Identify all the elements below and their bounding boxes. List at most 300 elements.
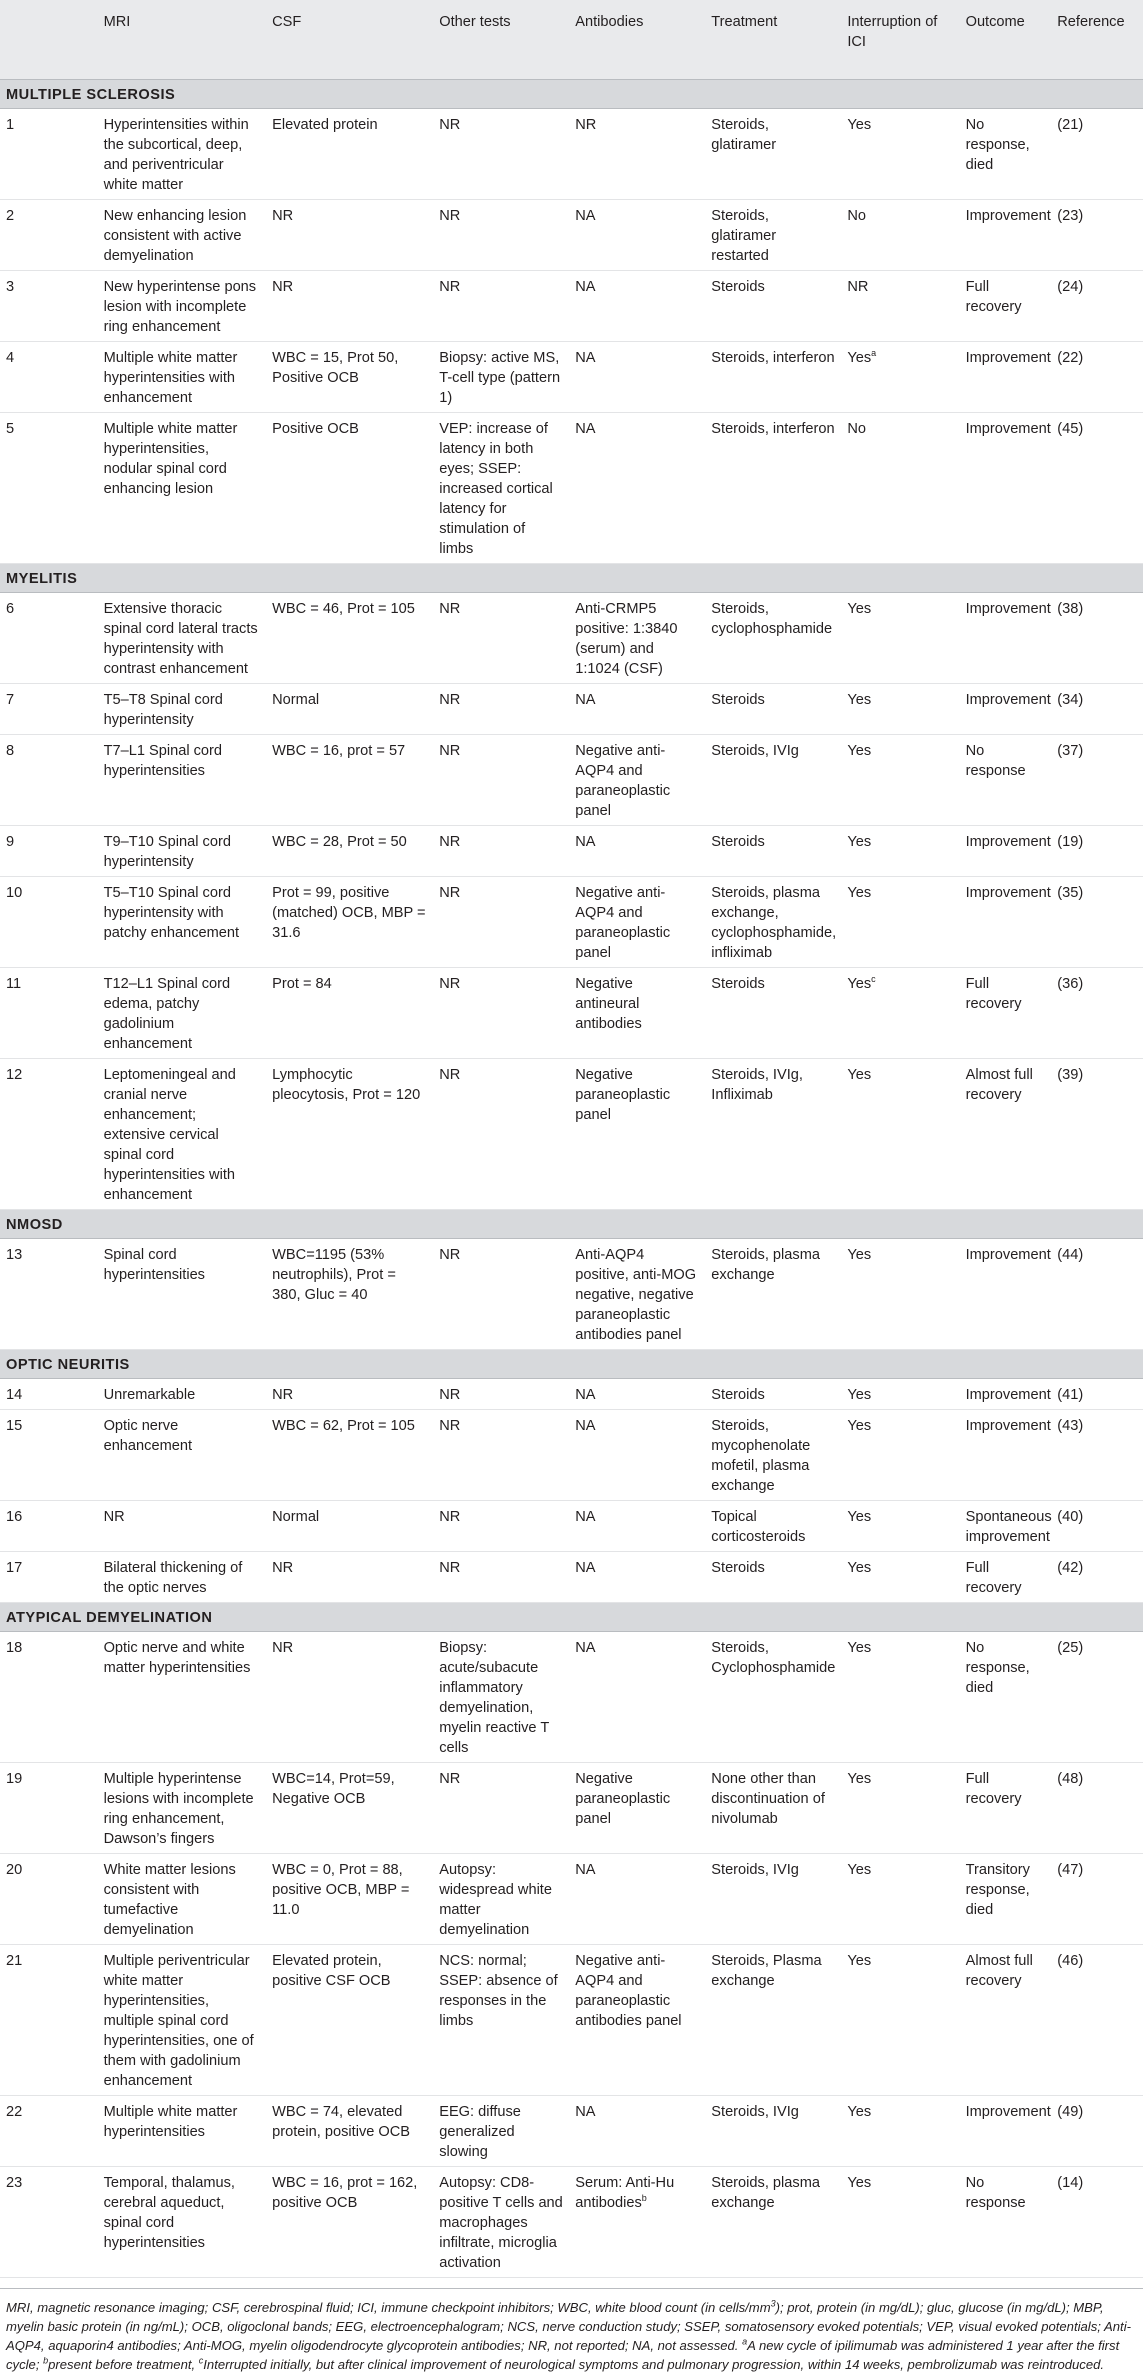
cell-other-tests [433,734,569,825]
cell-mri-text: Multiple hyperintense lesions with incomplete ring enhancement, Dawson’s fingers [103,1770,254,1847]
cell-antibodies-text: NA [575,1386,596,1403]
table-row [0,1853,1143,1944]
table-row [0,1631,1143,1762]
cell-mri [98,1058,267,1209]
cell-outcome [960,1853,1052,1944]
cell-other-tests-text: NR [439,1066,461,1083]
cell-interruption-text: No [847,207,866,224]
cell-interruption [841,1238,959,1349]
cell-csf [266,412,433,563]
cell-other-tests-text: NR [439,833,461,850]
cell-interruption [841,876,959,967]
cell-interruption [841,967,959,1058]
cell-interruption-text: Yes [847,884,872,901]
cell-other-tests [433,825,569,876]
cell-csf-text: WBC = 0, Prot = 88, positive OCB, MBP = 11.0 [272,1861,410,1918]
cell-id-text: 7 [6,691,15,708]
section-header-row [0,563,1143,592]
cell-antibodies [569,108,705,199]
cell-id-text: 12 [6,1066,23,1083]
cell-id-text: 1 [6,116,15,133]
cell-id [0,1500,98,1551]
cell-outcome-text: Full recovery [965,1559,1022,1596]
cell-reference-text: (48) [1057,1770,1084,1787]
cell-other-tests-text: Biopsy: active MS, T-cell type (pattern 1) [439,349,561,406]
cell-treatment-text: Steroids, Plasma exchange [711,1952,822,1989]
cell-reference [1051,108,1143,199]
cell-interruption [841,825,959,876]
cell-reference [1051,1409,1143,1500]
cell-interruption-text: Yes [847,2103,872,2120]
cell-other-tests [433,1551,569,1602]
cell-antibodies [569,2095,705,2166]
table-row [0,199,1143,270]
cell-outcome [960,1944,1052,2095]
cell-antibodies-text: Negative paraneoplastic panel [575,1066,671,1123]
cell-outcome-text: Spontaneous improvement [965,1508,1052,1545]
cell-csf-text: NR [272,1639,294,1656]
cell-outcome [960,1058,1052,1209]
cell-interruption-text: Yes [847,116,872,133]
cell-treatment-text: Steroids [711,1559,765,1576]
table-row [0,1500,1143,1551]
col-header-antibodies: Antibodies [575,14,644,30]
col-header-reference: Reference [1057,14,1125,30]
cell-mri [98,1378,267,1409]
cell-outcome-text: Improvement [965,1386,1051,1403]
cell-reference-text: (44) [1057,1246,1084,1263]
cell-outcome [960,876,1052,967]
cell-id [0,1409,98,1500]
cell-outcome [960,270,1052,341]
footnote-marker: a [871,347,877,358]
cell-mri [98,1944,267,2095]
section-header-row [0,79,1143,108]
cell-treatment [705,1762,841,1853]
cell-treatment-text: Steroids, IVIg, Infliximab [711,1066,803,1103]
cell-reference-text: (22) [1057,349,1084,366]
cell-mri-text: Leptomeningeal and cranial nerve enhancement; extensive cervical spinal cord hyperintensities with enhancement [103,1066,236,1203]
cell-treatment [705,683,841,734]
table-row [0,341,1143,412]
cell-reference [1051,592,1143,683]
cell-mri [98,967,267,1058]
cell-mri-text: T7–L1 Spinal cord hyperintensities [103,742,223,779]
cell-csf [266,592,433,683]
cell-mri [98,734,267,825]
cell-csf [266,108,433,199]
cell-interruption [841,1853,959,1944]
cell-reference [1051,734,1143,825]
cell-antibodies-text: NA [575,1861,596,1878]
col-header-mri: MRI [103,14,131,30]
cell-antibodies-text: Negative antineural antibodies [575,975,642,1032]
cell-mri [98,1762,267,1853]
table-row [0,734,1143,825]
cell-csf-text: WBC = 16, prot = 57 [272,742,406,759]
cell-csf [266,1631,433,1762]
cell-csf [266,199,433,270]
cell-antibodies-text: NA [575,691,596,708]
cell-mri [98,1853,267,1944]
cell-outcome [960,592,1052,683]
cell-csf-text: WBC = 62, Prot = 105 [272,1417,415,1434]
cell-treatment-text: Steroids [711,691,765,708]
cell-other-tests [433,592,569,683]
cell-outcome [960,341,1052,412]
cell-reference-text: (49) [1057,2103,1084,2120]
cell-mri [98,412,267,563]
cell-interruption [841,1500,959,1551]
cell-mri-text: New hyperintense pons lesion with incomplete ring enhancement [103,278,257,335]
cell-treatment-text: Steroids, Cyclophosphamide [711,1639,836,1676]
cell-antibodies-text: Serum: Anti-Hu antibodies [575,2174,675,2211]
cell-csf [266,270,433,341]
cell-reference [1051,1058,1143,1209]
cell-csf-text: NR [272,278,294,295]
cell-treatment [705,1058,841,1209]
cell-antibodies [569,967,705,1058]
cell-reference-text: (36) [1057,975,1084,992]
cell-antibodies [569,1551,705,1602]
cell-id [0,1238,98,1349]
cell-antibodies [569,1378,705,1409]
cell-other-tests-text: NCS: normal; SSEP: absence of responses in the limbs [439,1952,558,2029]
cell-reference-text: (24) [1057,278,1084,295]
cell-interruption-text: Yes [847,1639,872,1656]
cell-antibodies [569,1631,705,1762]
cell-id-text: 16 [6,1508,23,1525]
cell-other-tests [433,1058,569,1209]
cell-outcome-text: Improvement [965,691,1051,708]
cell-outcome [960,108,1052,199]
cell-reference-text: (40) [1057,1508,1084,1525]
cell-interruption-text: Yes [847,1770,872,1787]
table-row [0,108,1143,199]
cell-id [0,412,98,563]
cell-reference [1051,876,1143,967]
cell-reference [1051,2166,1143,2277]
cell-interruption [841,1551,959,1602]
cell-mri-text: Unremarkable [103,1386,196,1403]
cell-id-text: 2 [6,207,15,224]
cell-interruption-text: Yes [847,1508,872,1525]
cell-interruption-text: Yes [847,2174,872,2191]
cell-id [0,1853,98,1944]
cell-reference [1051,1762,1143,1853]
footnote-sup-c: c [198,2355,204,2366]
cell-antibodies [569,412,705,563]
cell-id [0,1551,98,1602]
header-row [0,0,1143,79]
cell-interruption-text: Yes [847,1861,872,1878]
cell-reference-text: (14) [1057,2174,1084,2191]
cell-outcome-text: No response, died [965,1639,1030,1696]
cell-csf-text: WBC = 16, prot = 162, positive OCB [272,2174,418,2211]
cell-mri-text: White matter lesions consistent with tumefactive demyelination [103,1861,236,1938]
cell-interruption [841,412,959,563]
cell-antibodies [569,199,705,270]
cell-treatment-text: Steroids [711,975,765,992]
cell-reference [1051,1551,1143,1602]
footnote-marker: c [871,973,876,984]
cell-other-tests-text: NR [439,1417,461,1434]
cell-mri [98,825,267,876]
cell-reference-text: (39) [1057,1066,1084,1083]
cell-antibodies [569,876,705,967]
cell-other-tests-text: NR [439,1508,461,1525]
table-row [0,876,1143,967]
cell-outcome [960,1500,1052,1551]
cell-reference-text: (43) [1057,1417,1084,1434]
cell-outcome-text: Full recovery [965,975,1022,1012]
cell-mri [98,108,267,199]
cell-outcome [960,1631,1052,1762]
cell-antibodies [569,1500,705,1551]
cell-reference-text: (45) [1057,420,1084,437]
cell-id-text: 18 [6,1639,23,1656]
cell-treatment [705,2166,841,2277]
cell-reference [1051,270,1143,341]
cell-interruption [841,734,959,825]
cell-csf-text: NR [272,1559,294,1576]
cell-id [0,825,98,876]
cell-other-tests-text: VEP: increase of latency in both eyes; SSEP: increased cortical latency for stimulation of limbs [439,420,553,557]
footnote-sup-a: a [742,2336,748,2347]
section-title: MYELITIS [0,563,1143,592]
cell-reference-text: (25) [1057,1639,1084,1656]
cell-other-tests-text: NR [439,207,461,224]
cell-interruption [841,341,959,412]
cell-mri [98,1551,267,1602]
footnote-b: present before treatment, [48,2356,199,2372]
cell-csf-text: Elevated protein [272,116,378,133]
cell-outcome [960,2095,1052,2166]
cell-mri-text: T9–T10 Spinal cord hyperintensity [103,833,231,870]
cell-id [0,2166,98,2277]
cell-other-tests-text: EEG: diffuse generalized slowing [439,2103,521,2160]
col-header-outcome: Outcome [965,14,1025,30]
cell-reference [1051,1500,1143,1551]
cell-outcome-text: No response, died [965,116,1030,173]
cell-outcome [960,199,1052,270]
cell-csf-text: WBC = 15, Prot 50, Positive OCB [272,349,399,386]
table-row [0,825,1143,876]
cell-reference-text: (34) [1057,691,1084,708]
cell-reference-text: (23) [1057,207,1084,224]
cell-outcome-text: No response [965,2174,1026,2211]
table-footnote [0,2288,1143,2374]
cell-other-tests [433,1238,569,1349]
cell-outcome [960,1762,1052,1853]
cell-outcome-text: Improvement [965,884,1051,901]
cell-mri [98,592,267,683]
cell-id [0,270,98,341]
section-header-row [0,1349,1143,1378]
cell-interruption-text: Yes [847,975,872,992]
cell-other-tests-text: NR [439,884,461,901]
cell-mri-text: Multiple periventricular white matter hyperintensities, multiple spinal cord hyperintensities, one of them with gadolinium enhancement [103,1952,254,2089]
cell-outcome [960,2166,1052,2277]
cell-csf-text: Lymphocytic pleocytosis, Prot = 120 [272,1066,421,1103]
cell-interruption-text: Yes [847,1386,872,1403]
cell-reference [1051,2095,1143,2166]
cell-other-tests [433,1631,569,1762]
cell-reference-text: (41) [1057,1386,1084,1403]
cell-other-tests-text: NR [439,116,461,133]
cell-outcome-text: No response [965,742,1026,779]
cell-antibodies-text: Negative anti-AQP4 and paraneoplastic antibodies panel [575,1952,682,2029]
cell-csf-text: WBC = 74, elevated protein, positive OCB [272,2103,411,2140]
cell-mri-text: Optic nerve enhancement [103,1417,193,1454]
cell-other-tests-text: NR [439,1559,461,1576]
cell-other-tests [433,1944,569,2095]
cell-other-tests [433,2095,569,2166]
cell-antibodies-text: NA [575,349,596,366]
cell-other-tests-text: NR [439,1246,461,1263]
cell-id-text: 11 [6,975,22,992]
cell-interruption-text: Yes [847,1417,872,1434]
cell-other-tests-text: Autopsy: CD8-positive T cells and macrophages infiltrate, microglia activation [439,2174,563,2271]
cell-id-text: 10 [6,884,23,901]
cell-mri [98,1631,267,1762]
cell-antibodies-text: Anti-AQP4 positive, anti-MOG negative, negative paraneoplastic antibodies panel [575,1246,697,1343]
cell-id [0,1631,98,1762]
table-row [0,270,1143,341]
cell-other-tests [433,1762,569,1853]
cell-mri-text: T12–L1 Spinal cord edema, patchy gadolinium enhancement [103,975,231,1052]
cell-csf [266,876,433,967]
cell-reference [1051,967,1143,1058]
cell-csf-text: Positive OCB [272,420,359,437]
cell-treatment-text: Steroids, plasma exchange, cyclophosphamide, infliximab [711,884,837,961]
cell-id-text: 19 [6,1770,23,1787]
cell-mri-text: New enhancing lesion consistent with active demyelination [103,207,247,264]
cell-antibodies [569,2166,705,2277]
cell-outcome [960,1409,1052,1500]
cell-reference-text: (38) [1057,600,1084,617]
cell-csf-text: WBC = 46, Prot = 105 [272,600,415,617]
cell-antibodies-text: NA [575,1559,596,1576]
cell-outcome [960,1238,1052,1349]
cell-interruption [841,1631,959,1762]
cell-id-text: 4 [6,349,15,366]
cell-csf [266,2166,433,2277]
cell-interruption [841,270,959,341]
cell-treatment-text: Steroids, plasma exchange [711,1246,820,1283]
cell-csf-text: Normal [272,691,320,708]
cell-outcome-text: Improvement [965,207,1051,224]
cell-csf [266,1762,433,1853]
cell-csf [266,1853,433,1944]
cell-outcome [960,683,1052,734]
cell-mri [98,1409,267,1500]
cell-csf [266,341,433,412]
cell-antibodies [569,1238,705,1349]
cell-mri-text: Multiple white matter hyperintensities [103,2103,238,2140]
cell-reference-text: (42) [1057,1559,1084,1576]
cell-interruption [841,1409,959,1500]
cell-treatment-text: Steroids, IVIg [711,742,799,759]
cell-other-tests [433,683,569,734]
cell-id [0,967,98,1058]
cell-csf-text: WBC = 28, Prot = 50 [272,833,407,850]
cell-other-tests [433,412,569,563]
cell-other-tests [433,270,569,341]
cell-mri-text: T5–T10 Spinal cord hyperintensity with patchy enhancement [103,884,240,941]
cell-treatment-text: Steroids, interferon [711,349,835,366]
cell-id [0,199,98,270]
cell-outcome-text: Improvement [965,1417,1051,1434]
cell-reference [1051,683,1143,734]
cell-antibodies-text: NA [575,278,596,295]
table-row [0,412,1143,563]
cell-treatment-text: Steroids [711,833,765,850]
cell-id-text: 9 [6,833,15,850]
cell-csf [266,1058,433,1209]
cell-antibodies [569,1853,705,1944]
cell-outcome [960,967,1052,1058]
cell-treatment-text: Topical corticosteroids [711,1508,806,1545]
cell-treatment-text: Steroids, glatiramer restarted [711,207,777,264]
cell-id [0,1944,98,2095]
cell-csf [266,967,433,1058]
cell-antibodies-text: NA [575,1508,596,1525]
cell-other-tests [433,1853,569,1944]
table-row [0,1378,1143,1409]
cell-mri [98,1500,267,1551]
section-title: ATYPICAL DEMYELINATION [0,1602,1143,1631]
footnote-sup-3: 3 [770,2298,776,2309]
cell-interruption [841,108,959,199]
cell-outcome [960,734,1052,825]
table-row [0,967,1143,1058]
cell-outcome-text: Almost full recovery [965,1952,1033,1989]
cell-treatment [705,341,841,412]
cell-reference [1051,1631,1143,1762]
cell-antibodies [569,1409,705,1500]
cell-reference-text: (19) [1057,833,1084,850]
cell-mri-text: T5–T8 Spinal cord hyperintensity [103,691,223,728]
cell-antibodies-text: NA [575,1639,596,1656]
cell-treatment-text: Steroids [711,1386,765,1403]
cell-other-tests [433,967,569,1058]
cell-interruption-text: Yes [847,1952,872,1969]
col-header-interruption: Interruption of ICI [847,14,938,50]
cell-other-tests [433,341,569,412]
cell-id-text: 3 [6,278,15,295]
cell-antibodies-text: NA [575,833,596,850]
cell-interruption [841,2095,959,2166]
cell-treatment [705,734,841,825]
table-row [0,2095,1143,2166]
cell-treatment [705,270,841,341]
cell-id [0,876,98,967]
cell-reference-text: (47) [1057,1861,1084,1878]
cell-treatment [705,1238,841,1349]
cell-reference-text: (37) [1057,742,1084,759]
cell-other-tests-text: NR [439,1386,461,1403]
cell-reference [1051,1853,1143,1944]
cell-treatment-text: Steroids, mycophenolate mofetil, plasma exchange [711,1417,811,1494]
cell-mri-text: Multiple white matter hyperintensities with enhancement [103,349,238,406]
cell-reference [1051,199,1143,270]
cell-other-tests [433,1500,569,1551]
table-row [0,1762,1143,1853]
cell-interruption [841,1378,959,1409]
cell-mri-text: Bilateral thickening of the optic nerves [103,1559,243,1596]
table-row [0,1058,1143,1209]
